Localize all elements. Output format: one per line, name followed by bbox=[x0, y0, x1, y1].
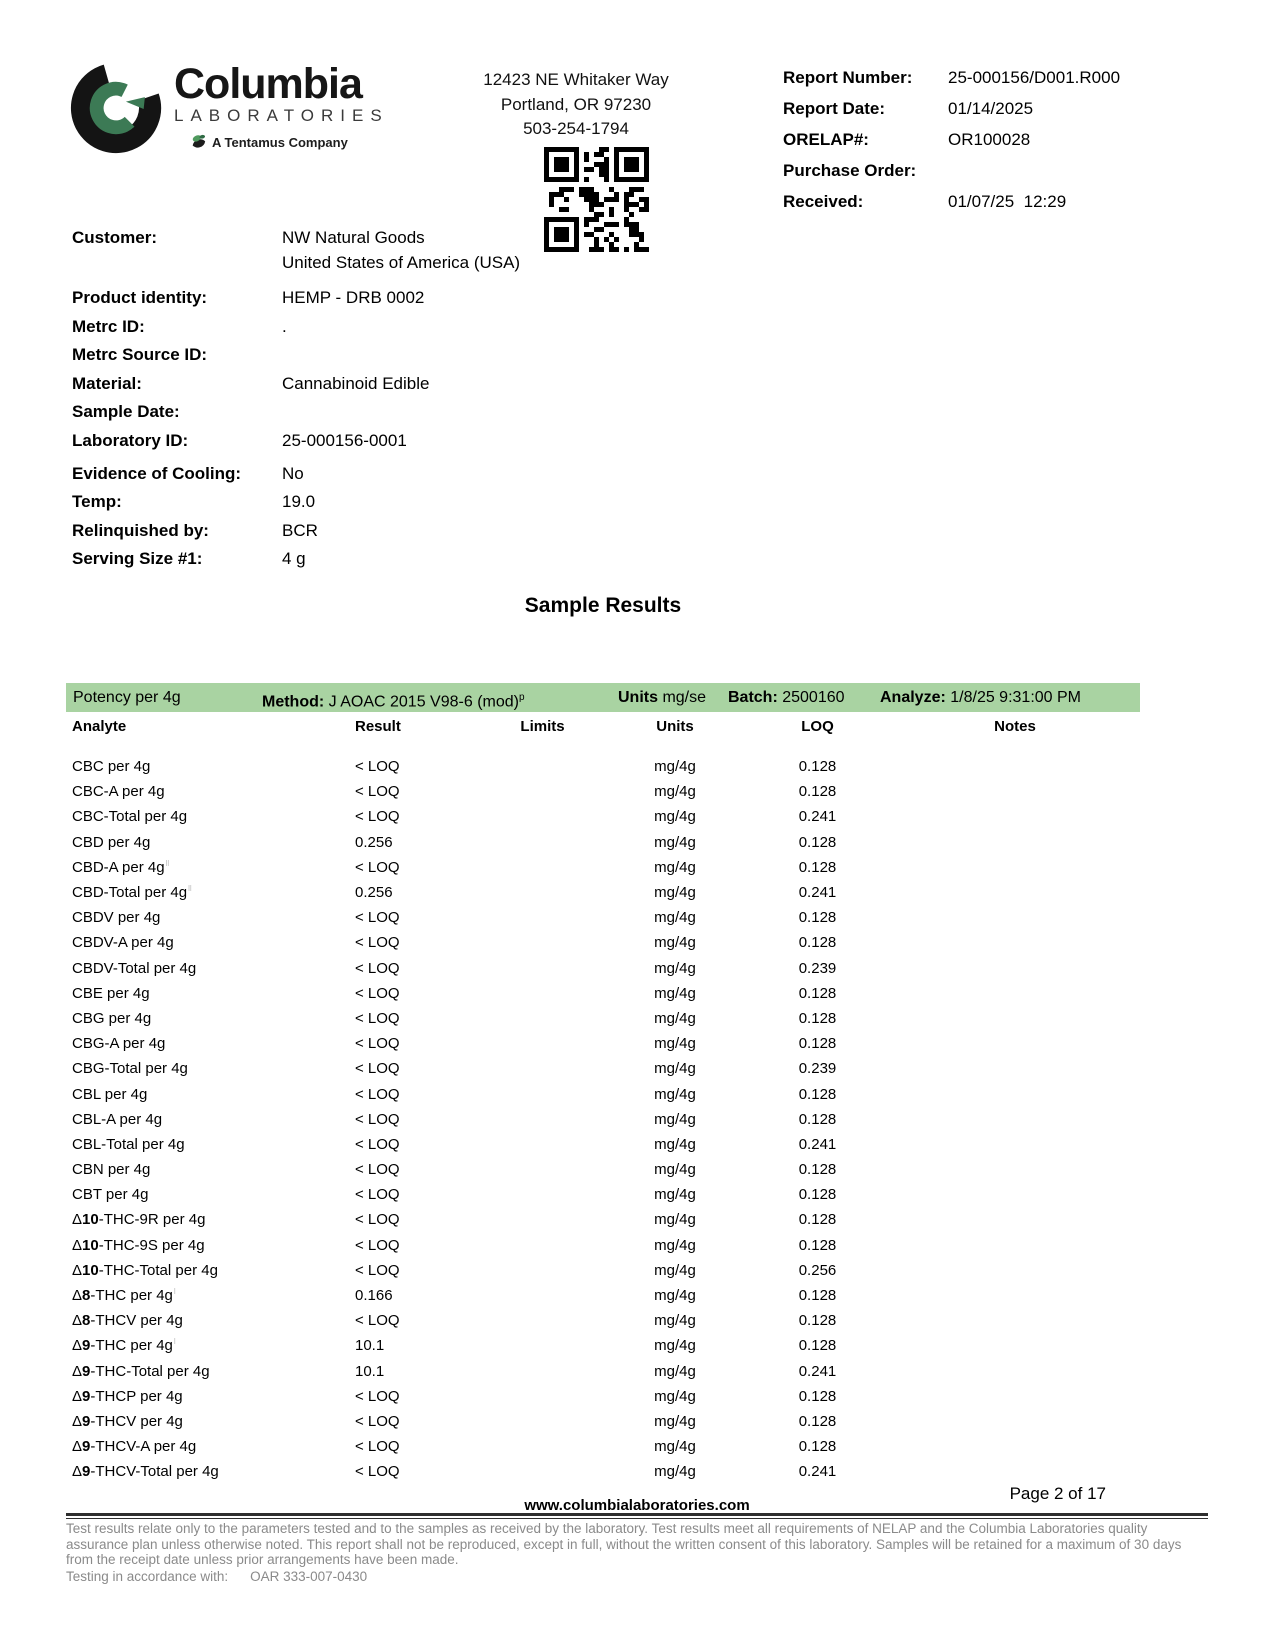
limits-cell bbox=[480, 1308, 605, 1333]
loq-cell: 0.128 bbox=[798, 1035, 837, 1053]
material-label: Material: bbox=[72, 373, 142, 393]
result-cell: 0.166 bbox=[355, 1287, 393, 1305]
analyte-cell: Δ9-THCV per 4g bbox=[72, 1412, 183, 1430]
result-cell: < LOQ bbox=[355, 1211, 400, 1229]
page-number: Page 2 of 17 bbox=[1009, 1484, 1106, 1503]
loq-cell: 0.128 bbox=[798, 1186, 837, 1204]
product-identity-row bbox=[72, 288, 520, 317]
laboratory-id-label: Laboratory ID: bbox=[72, 430, 189, 450]
analyte-cell: Δ9-THCP per 4g bbox=[72, 1387, 183, 1405]
loq-cell: 0.128 bbox=[798, 1287, 837, 1305]
units-cell: mg/4g bbox=[654, 1337, 696, 1355]
units-cell: mg/4g bbox=[654, 959, 696, 977]
loq-cell: 0.128 bbox=[798, 934, 837, 952]
loq-cell: 0.128 bbox=[798, 1085, 837, 1103]
result-cell: 0.256 bbox=[355, 833, 393, 851]
units-cell: mg/4g bbox=[654, 783, 696, 801]
limits-cell bbox=[480, 1283, 605, 1308]
notes-cell bbox=[890, 1207, 1140, 1232]
table-row bbox=[66, 1359, 1140, 1384]
limits-cell bbox=[480, 1081, 605, 1106]
address-line-1: 12423 NE Whitaker Way bbox=[483, 70, 669, 89]
result-cell: 0.256 bbox=[355, 884, 393, 902]
temp-value: 19.0 bbox=[282, 492, 316, 512]
report-number-value: 25-000156/D001.R000 bbox=[948, 68, 1121, 87]
metrc-id-value: . bbox=[282, 316, 287, 336]
result-cell: < LOQ bbox=[355, 1463, 400, 1481]
notes-cell bbox=[890, 930, 1140, 955]
units-cell: mg/4g bbox=[654, 1387, 696, 1405]
units-cell: mg/4g bbox=[654, 934, 696, 952]
table-row bbox=[66, 1107, 1140, 1132]
potency-panel-header bbox=[66, 683, 1140, 712]
analyte-cell: CBE per 4g bbox=[72, 984, 150, 1002]
units-cell: mg/4g bbox=[654, 1236, 696, 1254]
units-cell: mg/4g bbox=[654, 1009, 696, 1027]
table-row bbox=[66, 905, 1140, 930]
result-cell: < LOQ bbox=[355, 1135, 400, 1153]
columbia-logo-icon bbox=[70, 62, 162, 159]
disclaimer-text: Test results relate only to the parameters tested and to the samples as received by the laboratory. Test results meet all requirements of NELAP and the Columbia Laboratories quality assurance plan unless otherwise noted. This report shall not be reproduced, except in full, without the written consent of this laboratory. Samples will be retained for a maximum of 30 days from the receipt date unless prior arrangements have been made. bbox=[66, 1521, 1182, 1568]
analyte-cell: CBG-Total per 4g bbox=[72, 1060, 188, 1078]
result-cell: < LOQ bbox=[355, 783, 400, 801]
result-cell: < LOQ bbox=[355, 858, 400, 876]
notes-cell bbox=[890, 1384, 1140, 1409]
notes-cell bbox=[890, 1157, 1140, 1182]
accordance-label: Testing in accordance with: bbox=[66, 1568, 229, 1584]
table-row bbox=[66, 1006, 1140, 1031]
loq-cell: 0.241 bbox=[798, 808, 837, 826]
notes-cell bbox=[890, 1132, 1140, 1157]
material-row bbox=[72, 374, 520, 403]
sample-results-title: Sample Results bbox=[524, 594, 682, 617]
limits-cell bbox=[480, 754, 605, 779]
metrc-source-id-row bbox=[72, 345, 520, 374]
loq-cell: 0.128 bbox=[798, 1009, 837, 1027]
loq-cell: 0.128 bbox=[798, 984, 837, 1002]
limits-cell bbox=[480, 1157, 605, 1182]
column-header-analyte: Analyte bbox=[72, 718, 127, 735]
analyte-cell: CBC per 4g bbox=[72, 758, 151, 776]
analyte-cell: CBT per 4g bbox=[72, 1186, 149, 1204]
evidence-of-cooling-row bbox=[72, 464, 520, 493]
units-cell: mg/4g bbox=[654, 1261, 696, 1279]
notes-cell bbox=[890, 905, 1140, 930]
results-body bbox=[66, 754, 1140, 1484]
material-value: Cannabinoid Edible bbox=[282, 373, 430, 393]
limits-cell bbox=[480, 1132, 605, 1157]
analyze-value: 1/8/25 9:31:00 PM bbox=[950, 689, 1082, 706]
notes-cell bbox=[890, 804, 1140, 829]
limits-cell bbox=[480, 1182, 605, 1207]
result-cell: 10.1 bbox=[355, 1362, 385, 1380]
serving-size-label: Serving Size #1: bbox=[72, 549, 203, 569]
result-cell: < LOQ bbox=[355, 1412, 400, 1430]
brand-name: Columbia bbox=[174, 60, 362, 108]
table-row bbox=[66, 1081, 1140, 1106]
loq-cell: 0.128 bbox=[798, 1387, 837, 1405]
table-row bbox=[66, 930, 1140, 955]
loq-cell: 0.241 bbox=[798, 1135, 837, 1153]
table-row bbox=[66, 1459, 1140, 1484]
analyte-cell: CBG-A per 4g bbox=[72, 1035, 166, 1053]
analyte-cell: Δ10-THC-Total per 4g bbox=[72, 1261, 218, 1279]
analyte-cell: CBDV-A per 4g bbox=[72, 934, 174, 952]
panel-batch bbox=[728, 683, 845, 712]
loq-cell: 0.241 bbox=[798, 884, 837, 902]
table-row bbox=[66, 1308, 1140, 1333]
table-row bbox=[66, 1258, 1140, 1283]
limits-cell bbox=[480, 779, 605, 804]
loq-cell: 0.256 bbox=[798, 1261, 837, 1279]
orelap-row bbox=[783, 130, 1120, 161]
report-number-row bbox=[783, 68, 1120, 99]
customer-label: Customer: bbox=[72, 228, 158, 247]
analyte-cell: CBDV-Total per 4g bbox=[72, 959, 197, 977]
units-cell: mg/4g bbox=[654, 858, 696, 876]
units-cell: mg/4g bbox=[654, 1085, 696, 1103]
loq-cell: 0.128 bbox=[798, 1110, 837, 1128]
loq-cell: 0.128 bbox=[798, 1236, 837, 1254]
table-row bbox=[66, 855, 1140, 880]
analyte-cell: Δ9-THCV-A per 4g bbox=[72, 1438, 197, 1456]
analyte-cell: CBG per 4g bbox=[72, 1009, 152, 1027]
notes-cell bbox=[890, 855, 1140, 880]
table-row bbox=[66, 1283, 1140, 1308]
units-cell: mg/4g bbox=[654, 758, 696, 776]
units-cell: mg/4g bbox=[654, 1463, 696, 1481]
loq-cell: 0.239 bbox=[798, 1060, 837, 1078]
result-cell: < LOQ bbox=[355, 1261, 400, 1279]
lab-address bbox=[420, 68, 732, 142]
serving-size-value: 4 g bbox=[282, 549, 306, 569]
result-cell: 10.1 bbox=[355, 1337, 385, 1355]
report-date-value: 01/14/2025 bbox=[948, 99, 1034, 118]
table-row bbox=[66, 779, 1140, 804]
result-cell: < LOQ bbox=[355, 1186, 400, 1204]
notes-cell bbox=[890, 956, 1140, 981]
table-row bbox=[66, 1384, 1140, 1409]
purchase-order-label: Purchase Order: bbox=[783, 161, 917, 180]
table-row bbox=[66, 880, 1140, 905]
report-info bbox=[783, 68, 1120, 223]
result-cell: < LOQ bbox=[355, 1085, 400, 1103]
result-cell: < LOQ bbox=[355, 934, 400, 952]
notes-cell bbox=[890, 1409, 1140, 1434]
relinquished-by-row bbox=[72, 521, 520, 550]
customer-country-row bbox=[72, 253, 520, 278]
limits-cell bbox=[480, 1359, 605, 1384]
method-value: J AOAC 2015 V98-6 (mod) bbox=[328, 693, 519, 711]
notes-cell bbox=[890, 1182, 1140, 1207]
purchase-order-row bbox=[783, 161, 1120, 192]
customer-value: NW Natural Goods bbox=[282, 228, 425, 247]
analyte-cell: CBD-A per $4g^{ll}$ bbox=[72, 858, 170, 876]
loq-cell: 0.128 bbox=[798, 1161, 837, 1179]
result-cell: < LOQ bbox=[355, 959, 400, 977]
brand-subname: LABORATORIES bbox=[174, 106, 389, 125]
loq-cell: 0.239 bbox=[798, 959, 837, 977]
laboratory-id-value: 25-000156-0001 bbox=[282, 430, 407, 450]
units-cell: mg/4g bbox=[654, 909, 696, 927]
result-cell: < LOQ bbox=[355, 909, 400, 927]
table-row bbox=[66, 1031, 1140, 1056]
temp-row bbox=[72, 492, 520, 521]
loq-cell: 0.128 bbox=[798, 858, 837, 876]
notes-cell bbox=[890, 1258, 1140, 1283]
column-header-result: Result bbox=[355, 718, 401, 735]
notes-cell bbox=[890, 830, 1140, 855]
limits-cell bbox=[480, 855, 605, 880]
qr-code bbox=[544, 147, 649, 252]
loq-cell: 0.128 bbox=[798, 1412, 837, 1430]
batch-label: Batch: bbox=[728, 689, 778, 706]
result-cell: < LOQ bbox=[355, 1060, 400, 1078]
analyte-cell: CBD per 4g bbox=[72, 833, 151, 851]
units-cell: mg/4g bbox=[654, 1362, 696, 1380]
limits-cell bbox=[480, 1258, 605, 1283]
limits-cell bbox=[480, 981, 605, 1006]
limits-cell bbox=[480, 1107, 605, 1132]
loq-cell: 0.128 bbox=[798, 783, 837, 801]
analyte-cell: CBN per 4g bbox=[72, 1161, 151, 1179]
footer-disclaimer bbox=[66, 1521, 1208, 1584]
tentamus-leaf-icon bbox=[190, 133, 207, 151]
units-cell: mg/4g bbox=[654, 1186, 696, 1204]
limits-cell bbox=[480, 1207, 605, 1232]
result-cell: < LOQ bbox=[355, 1161, 400, 1179]
analyte-cell: CBL-Total per 4g bbox=[72, 1135, 185, 1153]
units-cell: mg/4g bbox=[654, 808, 696, 826]
metrc-id-row bbox=[72, 317, 520, 346]
table-row bbox=[66, 1132, 1140, 1157]
units-label: Units bbox=[618, 689, 658, 706]
loq-cell: 0.128 bbox=[798, 1337, 837, 1355]
table-row bbox=[66, 1207, 1140, 1232]
analyze-label: Analyze: bbox=[880, 689, 946, 706]
units-cell: mg/4g bbox=[654, 1438, 696, 1456]
notes-cell bbox=[890, 779, 1140, 804]
limits-cell bbox=[480, 930, 605, 955]
address-line-2: Portland, OR 97230 bbox=[500, 94, 652, 114]
limits-cell bbox=[480, 1333, 605, 1358]
notes-cell bbox=[890, 1081, 1140, 1106]
table-row bbox=[66, 1182, 1140, 1207]
units-cell: mg/4g bbox=[654, 1060, 696, 1078]
laboratory-id-row bbox=[72, 431, 520, 460]
product-identity-value: HEMP - DRB 0002 bbox=[282, 288, 425, 307]
analyte-cell: CBL-A per 4g bbox=[72, 1110, 163, 1128]
report-date-label: Report Date: bbox=[783, 99, 886, 118]
loq-cell: 0.128 bbox=[798, 833, 837, 851]
notes-cell bbox=[890, 754, 1140, 779]
notes-cell bbox=[890, 1308, 1140, 1333]
report-number-label: Report Number: bbox=[783, 68, 913, 87]
notes-cell bbox=[890, 1283, 1140, 1308]
units-cell: mg/4g bbox=[654, 1312, 696, 1330]
report-date-row bbox=[783, 99, 1120, 130]
limits-cell bbox=[480, 1031, 605, 1056]
table-row bbox=[66, 1333, 1140, 1358]
units-value: mg/se bbox=[662, 689, 707, 706]
notes-cell bbox=[890, 880, 1140, 905]
notes-cell bbox=[890, 1233, 1140, 1258]
result-cell: < LOQ bbox=[355, 984, 400, 1002]
result-cell: < LOQ bbox=[355, 1312, 400, 1330]
result-cell: < LOQ bbox=[355, 1035, 400, 1053]
units-cell: mg/4g bbox=[654, 1211, 696, 1229]
footer-divider bbox=[66, 1513, 1208, 1519]
limits-cell bbox=[480, 1459, 605, 1484]
limits-cell bbox=[480, 880, 605, 905]
units-cell: mg/4g bbox=[654, 1135, 696, 1153]
method-footnote: p bbox=[518, 692, 525, 703]
accordance-value: OAR 333-007-0430 bbox=[250, 1568, 368, 1584]
product-identity-label: Product identity: bbox=[72, 288, 208, 307]
table-row bbox=[66, 830, 1140, 855]
results-header-row bbox=[66, 712, 1140, 754]
analyte-cell: Δ8-THCV per 4g bbox=[72, 1312, 183, 1330]
logo-text bbox=[174, 62, 389, 151]
units-cell: mg/4g bbox=[654, 1110, 696, 1128]
website-link[interactable]: www.columbialaboratories.com bbox=[524, 1497, 750, 1514]
notes-cell bbox=[890, 1459, 1140, 1484]
sample-info bbox=[72, 228, 520, 578]
notes-cell bbox=[890, 1006, 1140, 1031]
result-cell: < LOQ bbox=[355, 1110, 400, 1128]
limits-cell bbox=[480, 1056, 605, 1081]
limits-cell bbox=[480, 1384, 605, 1409]
analyte-cell: Δ10-THC-9R per 4g bbox=[72, 1211, 206, 1229]
loq-cell: 0.128 bbox=[798, 1211, 837, 1229]
customer-country-value: United States of America (USA) bbox=[282, 253, 521, 272]
limits-cell bbox=[480, 830, 605, 855]
units-cell: mg/4g bbox=[654, 984, 696, 1002]
column-header-loq: LOQ bbox=[801, 718, 834, 735]
panel-units bbox=[618, 683, 706, 712]
sample-date-row bbox=[72, 402, 520, 431]
metrc-source-id-label: Metrc Source ID: bbox=[72, 345, 208, 365]
brand-tagline bbox=[190, 133, 389, 151]
analyte-cell: Δ10-THC-9S per 4g bbox=[72, 1236, 205, 1254]
table-row bbox=[66, 804, 1140, 829]
received-label: Received: bbox=[783, 192, 864, 211]
notes-cell bbox=[890, 1359, 1140, 1384]
limits-cell bbox=[480, 905, 605, 930]
table-row bbox=[66, 1409, 1140, 1434]
orelap-label: ORELAP#: bbox=[783, 130, 869, 149]
batch-value: 2500160 bbox=[782, 689, 845, 706]
table-row bbox=[66, 981, 1140, 1006]
results-table bbox=[66, 712, 1140, 1484]
evidence-of-cooling-value: No bbox=[282, 463, 304, 483]
received-value: 01/07/25 12:29 bbox=[948, 192, 1067, 211]
column-header-units: Units bbox=[656, 718, 694, 735]
units-cell: mg/4g bbox=[654, 1035, 696, 1053]
lab-phone: 503-254-1794 bbox=[523, 119, 629, 138]
result-cell: < LOQ bbox=[355, 1236, 400, 1254]
orelap-value: OR100028 bbox=[948, 130, 1031, 149]
loq-cell: 0.128 bbox=[798, 1438, 837, 1456]
results-section bbox=[66, 683, 1140, 1484]
units-cell: mg/4g bbox=[654, 1287, 696, 1305]
loq-cell: 0.128 bbox=[798, 758, 837, 776]
relinquished-by-value: BCR bbox=[282, 520, 318, 540]
analyte-cell: Δ9-THC-Total per 4g bbox=[72, 1362, 210, 1380]
metrc-id-label: Metrc ID: bbox=[72, 316, 145, 336]
limits-cell bbox=[480, 956, 605, 981]
brand-tagline-text: A Tentamus Company bbox=[212, 134, 348, 150]
table-row bbox=[66, 754, 1140, 779]
table-row bbox=[66, 1434, 1140, 1459]
notes-cell bbox=[890, 1333, 1140, 1358]
table-row bbox=[66, 956, 1140, 981]
units-cell: mg/4g bbox=[654, 1412, 696, 1430]
limits-cell bbox=[480, 1434, 605, 1459]
result-cell: < LOQ bbox=[355, 1009, 400, 1027]
analyte-cell: CBC-Total per 4g bbox=[72, 808, 188, 826]
analyte-cell: CBC-A per 4g bbox=[72, 783, 165, 801]
result-cell: < LOQ bbox=[355, 808, 400, 826]
units-cell: mg/4g bbox=[654, 884, 696, 902]
column-header-notes: Notes bbox=[994, 718, 1036, 735]
limits-cell bbox=[480, 1233, 605, 1258]
panel-method bbox=[262, 683, 525, 716]
panel-name: Potency per 4g bbox=[73, 689, 181, 706]
result-cell: < LOQ bbox=[355, 1387, 400, 1405]
columbia-labs-logo bbox=[70, 62, 389, 159]
loq-cell: 0.128 bbox=[798, 909, 837, 927]
units-cell: mg/4g bbox=[654, 1161, 696, 1179]
serving-size-row bbox=[72, 549, 520, 578]
evidence-of-cooling-label: Evidence of Cooling: bbox=[72, 463, 242, 483]
panel-analyze bbox=[880, 683, 1081, 712]
loq-cell: 0.241 bbox=[798, 1362, 837, 1380]
analyte-cell: Δ9-THCV-Total per 4g bbox=[72, 1463, 219, 1481]
limits-cell bbox=[480, 1409, 605, 1434]
sample-date-label: Sample Date: bbox=[72, 402, 180, 422]
received-row bbox=[783, 192, 1120, 223]
notes-cell bbox=[890, 1107, 1140, 1132]
analyte-cell: CBD-Total per $4g^{ll}$ bbox=[72, 884, 192, 902]
table-row bbox=[66, 1233, 1140, 1258]
accordance-line bbox=[66, 1569, 1208, 1585]
analyte-cell: Δ8-THC per $4g^l$ bbox=[72, 1287, 176, 1305]
units-cell: mg/4g bbox=[654, 833, 696, 851]
analyte-cell: CBDV per 4g bbox=[72, 909, 161, 927]
loq-cell: 0.128 bbox=[798, 1312, 837, 1330]
notes-cell bbox=[890, 1434, 1140, 1459]
analyte-cell: Δ9-THC per $4g^l$ bbox=[72, 1337, 176, 1355]
analyte-cell: CBL per 4g bbox=[72, 1085, 148, 1103]
relinquished-by-label: Relinquished by: bbox=[72, 520, 209, 540]
customer-row bbox=[72, 228, 520, 253]
method-label: Method: bbox=[262, 693, 325, 711]
limits-cell bbox=[480, 1006, 605, 1031]
notes-cell bbox=[890, 981, 1140, 1006]
table-row bbox=[66, 1157, 1140, 1182]
notes-cell bbox=[890, 1031, 1140, 1056]
result-cell: < LOQ bbox=[355, 758, 400, 776]
temp-label: Temp: bbox=[72, 492, 122, 512]
loq-cell: 0.241 bbox=[798, 1463, 837, 1481]
limits-cell bbox=[480, 804, 605, 829]
table-row bbox=[66, 1056, 1140, 1081]
notes-cell bbox=[890, 1056, 1140, 1081]
column-header-limits: Limits bbox=[520, 718, 565, 735]
result-cell: < LOQ bbox=[355, 1438, 400, 1456]
